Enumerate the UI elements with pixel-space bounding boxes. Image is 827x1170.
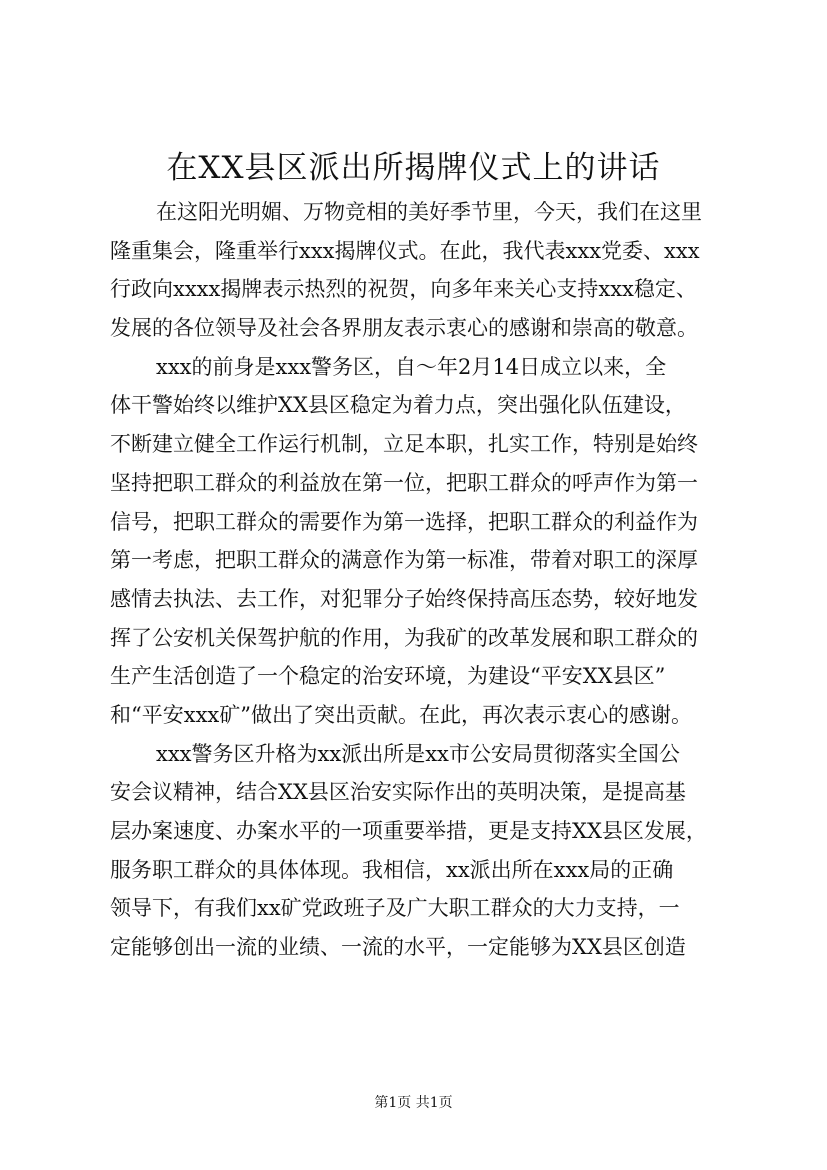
body-line: 隆重集会，隆重举行xxx揭牌仪式。在此，我代表xxx党委、xxx bbox=[110, 238, 700, 263]
body-line: 和“平安xxx矿”做出了突出贡献。在此，再次表示衷心的感谢。 bbox=[110, 702, 692, 727]
body-line: 服务职工群众的具体体现。我相信，xx派出所在xxx局的正确 bbox=[110, 857, 674, 882]
body-line: 在这阳光明媚、万物竞相的美好季节里，今天，我们在这里 bbox=[156, 200, 702, 224]
body-line: 层办案速度、办案水平的一项重要举措，更是支持XX县区发展， bbox=[110, 819, 707, 843]
body-line: 感情去执法、去工作，对犯罪分子始终保持高压态势，较好地发 bbox=[110, 586, 698, 611]
body-line: 行政向xxxx揭牌表示热烈的祝贺，向多年来关心支持xxx稳定、 bbox=[110, 277, 697, 302]
document-title: 在XX县区派出所揭牌仪式上的讲话 bbox=[166, 150, 661, 186]
body-line: 第一考虑，把职工群众的满意作为第一标准，带着对职工的深厚 bbox=[110, 548, 698, 573]
body-line: 安会议精神，结合XX县区治安实际作出的英明决策，是提高基 bbox=[110, 780, 686, 805]
body-line: 生产生活创造了一个稳定的治安环境，为建设“平安XX县区” bbox=[110, 664, 666, 689]
body-line: 坚持把职工群众的利益放在第一位，把职工群众的呼声作为第一 bbox=[110, 470, 698, 495]
body-line: 信号，把职工群众的需要作为第一选择，把职工群众的利益作为 bbox=[110, 509, 698, 534]
body-line: 挥了公安机关保驾护航的作用，为我矿的改革发展和职工群众的 bbox=[110, 625, 698, 650]
page-footer: 第1页 共1页 bbox=[374, 1095, 453, 1111]
body-line: 发展的各位领导及社会各界朋友表示衷心的感谢和崇高的敬意。 bbox=[110, 316, 698, 341]
body-line: 领导下，有我们xx矿党政班子及广大职工群众的大力支持，一 bbox=[110, 896, 680, 921]
body-line: 不断建立健全工作运行机制，立足本职，扎实工作，特别是始终 bbox=[110, 432, 698, 457]
document-body bbox=[110, 193, 750, 967]
body-line: xxx警务区升格为xx派出所是xx市公安局贯彻落实全国公 bbox=[156, 741, 680, 766]
body-line: 体干警始终以维护XX县区稳定为着力点，突出强化队伍建设， bbox=[110, 393, 686, 418]
body-line: 定能够创出一流的业绩、一流的水平，一定能够为XX县区创造 bbox=[110, 935, 686, 960]
body-line: xxx的前身是xxx警务区，自～年2月14日成立以来，全 bbox=[156, 354, 667, 379]
